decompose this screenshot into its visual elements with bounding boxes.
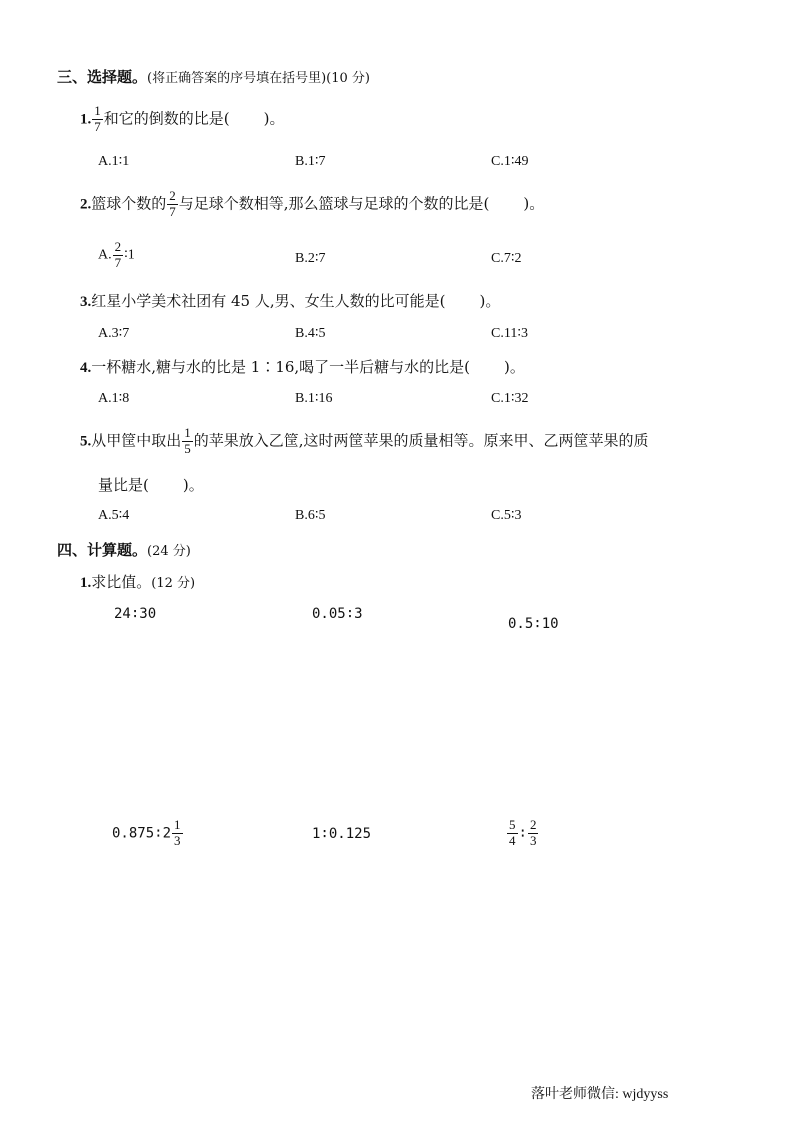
calc-item-2: 0.05∶3 [312,606,363,622]
section4-sub1 [80,571,195,592]
q2-option-a[interactable]: A. $\frac{2}{7}$ ∶1 [98,239,135,270]
question-close: )。 [479,292,501,310]
question-number: 5. [80,433,92,450]
calc-item-3: 0.5∶10 [508,616,559,632]
footer-contact: 落叶老师微信: wjdyyss [531,1087,669,1102]
q5-option-c[interactable]: C.5∶3 [491,508,522,523]
section3-title: 三、选择题。 [57,68,148,86]
sub-number: 1. [80,575,92,591]
q1-option-b[interactable]: B.1∶7 [295,154,326,169]
section3-note: (将正确答案的序号填在括号里)(10 分) [147,71,370,86]
question-1 [80,104,284,135]
question-number: 2. [80,196,92,213]
fraction: $\frac{2}{7}$ [114,239,122,270]
q4-option-a[interactable]: A.1∶8 [98,391,130,406]
question-text: 红星小学美术社团有 45 人,男、女生人数的比可能是( [91,292,446,310]
q1-option-c[interactable]: C.1∶49 [491,154,529,169]
question-text: 与足球个数相等,那么篮球与足球的个数的比是( [178,194,490,213]
q1-option-a[interactable]: A.1∶1 [98,154,130,169]
fraction: $\frac{5}{4}$ [509,817,516,848]
q3-option-b[interactable]: B.4∶5 [295,326,326,341]
q5-option-a[interactable]: A.5∶4 [98,508,130,523]
calc-item-4: 0.875∶2 $\frac{1}{3}$ [112,817,181,848]
question-close: )。 [504,358,525,376]
q5-option-b[interactable]: B.6∶5 [295,508,326,523]
section4-note: (24 分) [147,544,191,559]
q2-option-b[interactable]: B.2∶7 [295,251,326,266]
question-text: 篮球个数的 [91,194,167,213]
q4-option-b[interactable]: B.1∶16 [295,391,333,406]
sub-score: (12 分) [151,576,196,591]
question-close: )。 [263,109,285,128]
calc-item-6: $\frac{5}{4}$ ∶ $\frac{2}{3}$ [509,817,537,848]
fraction: $\frac{2}{7}$ [169,188,176,219]
question-text: 量比是( [98,476,149,494]
question-number: 3. [80,294,92,310]
sub-label: 求比值。 [91,573,152,591]
question-text: 的苹果放入乙筐,这时两筐苹果的质量相等。原来甲、乙两筐苹果的质 [193,431,649,450]
q3-option-a[interactable]: A.3∶7 [98,326,130,341]
question-close: )。 [523,194,545,213]
question-5 [80,426,649,457]
question-text: 一杯糖水,糖与水的比是 1∶16,喝了一半后糖与水的比是( [91,358,471,376]
q4-option-c[interactable]: C.1∶32 [491,391,529,406]
question-5-line2 [98,474,204,495]
question-close: )。 [182,476,204,494]
question-text: 从甲筐中取出 [91,431,182,450]
fraction: $\frac{2}{3}$ [529,817,537,848]
question-text: 和它的倒数的比是( [103,109,230,128]
section4-heading [57,539,191,560]
q2-option-c[interactable]: C.7∶2 [491,251,522,266]
fraction: $\frac{1}{3}$ [174,817,181,848]
fraction: $\frac{1}{5}$ [184,425,191,456]
question-2 [80,189,544,220]
question-number: 1. [80,111,92,128]
fraction: $\frac{1}{7}$ [94,103,101,134]
question-3 [80,290,500,311]
section3-heading [57,66,370,87]
calc-item-5: 1∶0.125 [312,826,372,842]
q3-option-c[interactable]: C.11∶3 [491,326,528,341]
question-4 [80,356,525,377]
calc-item-1: 24∶30 [114,606,157,622]
section4-title: 四、计算题。 [57,541,148,559]
question-number: 4. [80,360,92,376]
